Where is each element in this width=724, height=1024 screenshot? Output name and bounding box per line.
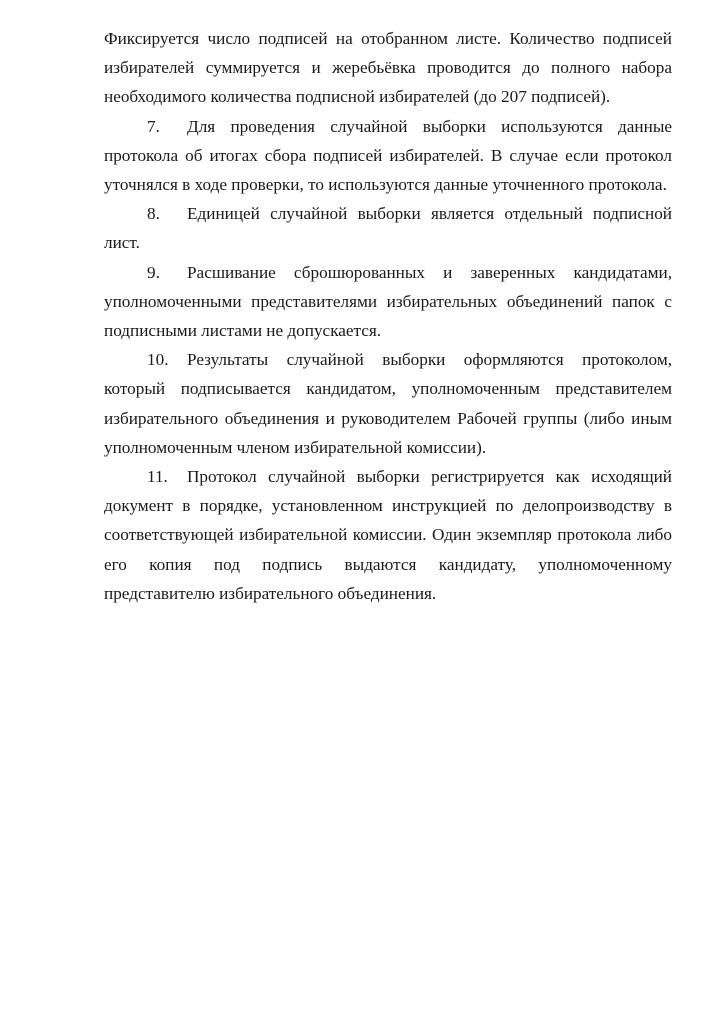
paragraph-number: 9.	[147, 262, 160, 282]
paragraph-10	[104, 345, 672, 462]
document-page	[104, 24, 672, 608]
paragraph-number: 8.	[147, 204, 160, 224]
paragraph-11	[104, 462, 672, 608]
paragraph-number: 7.	[147, 116, 160, 136]
paragraph-text: Протокол случайной выборки регистрируется как исходящий документ в порядке, установленном инструкцией по делопроизводству в соответствующей избирательной комиссии. Один экземпляр протокола либо его копия под подпись выдаются кандидату, уполномоченному представителю избирательного объединения.	[104, 467, 672, 603]
paragraph-9	[104, 258, 672, 346]
paragraph-text: Для проведения случайной выборки используются данные протокола об итогах сбора подписей избирателей. В случае если протокол уточнялся в ходе проверки, то используются данные уточненного протокола.	[104, 116, 672, 195]
paragraph-7	[104, 112, 672, 200]
paragraph-text: Единицей случайной выборки является отдельный подписной лист.	[104, 204, 672, 253]
paragraph-continuation	[104, 24, 672, 112]
paragraph-text: Расшивание сброшюрованных и заверенных кандидатами, уполномоченными представителями избирательных объединений папок с подписными листами не допускается.	[104, 262, 672, 341]
paragraph-8	[104, 199, 672, 257]
paragraph-number: 11.	[147, 467, 168, 487]
paragraph-text: Фиксируется число подписей на отобранном листе. Количество подписей избирателей суммируется и жеребьёвка проводится до полного набора необходимого количества подписной избирателей (до 207 подписей).	[104, 29, 672, 107]
paragraph-number: 10.	[147, 350, 169, 370]
paragraph-text: Результаты случайной выборки оформляются протоколом, который подписывается кандидатом, уполномоченным представителем избирательного объединения и руководителем Рабочей группы (либо иным уполномоченным членом избирательной комиссии).	[104, 350, 672, 457]
